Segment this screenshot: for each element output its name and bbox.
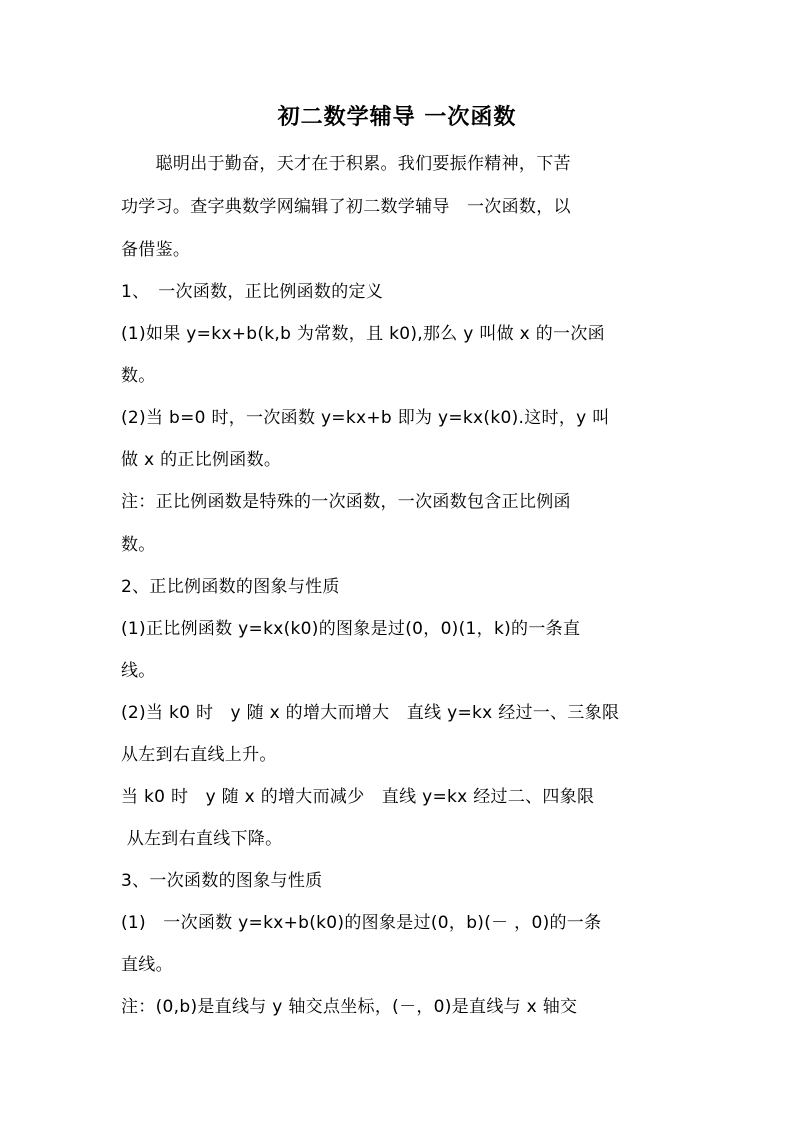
document-title: 初二数学辅导 一次函数 (277, 105, 517, 130)
paragraph-line: (1)如果 y=kx+b(k,b 为常数，且 k0),那么 y 叫做 x 的一次函 (121, 324, 605, 344)
paragraph-line: 聪明出于勤奋，天才在于积累。我们要振作精神，下苦 (121, 154, 571, 174)
paragraph-line: 直线。 (121, 955, 173, 975)
paragraph-line: 注：正比例函数是特殊的一次函数，一次函数包含正比例函 (121, 492, 571, 512)
paragraph-line: 1、 一次函数，正比例函数的定义 (121, 282, 384, 302)
paragraph-line: 数。 (121, 535, 156, 555)
paragraph-line: 功学习。查字典数学网编辑了初二数学辅导 一次函数，以 (121, 197, 571, 217)
paragraph-line: 从左到右直线上升。 (121, 745, 277, 765)
paragraph-line: 当 k0 时 y 随 x 的增大而减少 直线 y=kx 经过二、四象限 (121, 787, 595, 807)
paragraph-line: 数。 (121, 366, 156, 386)
paragraph-line: 备借鉴。 (121, 240, 191, 260)
paragraph-line: 注：(0,b)是直线与 y 轴交点坐标，(－，0)是直线与 x 轴交 (121, 997, 578, 1017)
paragraph-line: 线。 (121, 661, 156, 681)
paragraph-line: (1)正比例函数 y=kx(k0)的图象是过(0，0)(1，k)的一条直 (121, 619, 581, 639)
paragraph-line: (1) 一次函数 y=kx+b(k0)的图象是过(0，b)(－ ，0)的一条 (121, 913, 602, 933)
paragraph-line: 做 x 的正比例函数。 (121, 450, 282, 470)
paragraph-line: 2、正比例函数的图象与性质 (121, 577, 340, 597)
paragraph-line: (2)当 k0 时 y 随 x 的增大而增大 直线 y=kx 经过一、三象限 (121, 703, 620, 723)
paragraph-line: 3、一次函数的图象与性质 (121, 871, 323, 891)
paragraph-line: (2)当 b=0 时，一次函数 y=kx+b 即为 y=kx(k0).这时，y 叫 (121, 408, 610, 428)
paragraph-line: 从左到右直线下降。 (121, 829, 283, 849)
